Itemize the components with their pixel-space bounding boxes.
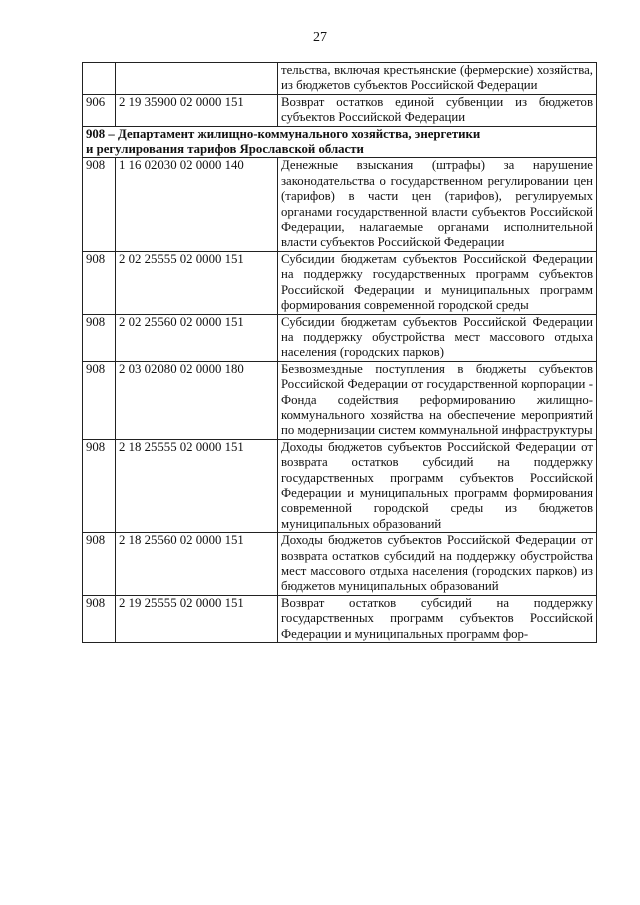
section-header: [83, 126, 597, 158]
revenue-code-cell: 2 19 35900 02 0000 151: [116, 94, 278, 126]
revenue-code-cell: 2 19 25555 02 0000 151: [116, 595, 278, 642]
admin-code-cell: 908: [83, 595, 116, 642]
admin-code-cell: 908: [83, 439, 116, 532]
admin-code-cell: 908: [83, 158, 116, 251]
table-row: [83, 94, 597, 126]
table-row: [83, 595, 597, 642]
revenue-code-cell: 2 18 25560 02 0000 151: [116, 533, 278, 596]
revenue-code-cell: 2 03 02080 02 0000 180: [116, 361, 278, 439]
description-cell: Возврат остатков субсидий на поддержку государственных программ субъектов Российской Федерации и муниципальных программ фор-: [278, 595, 597, 642]
revenue-code-cell: [116, 63, 278, 95]
table-row: [83, 439, 597, 532]
table-row: [83, 314, 597, 361]
revenue-codes-table: [82, 62, 597, 643]
admin-code-cell: 908: [83, 251, 116, 314]
description-cell: Безвозмездные поступления в бюджеты субъектов Российской Федерации от государственной корпорации - Фонда содействия реформированию жилищно-коммунального хозяйства на обеспечение мероприятий по модернизации систем коммунальной инфраструктуры: [278, 361, 597, 439]
admin-code-cell: 908: [83, 314, 116, 361]
admin-code-cell: 908: [83, 533, 116, 596]
description-cell: Денежные взыскания (штрафы) за нарушение законодательства о государственном регулировании цен (тарифов) в части цен (тарифов), регулируемых органами государственной власти субъектов Российской Федерации, налагаемые органами исполнительной власти субъектов Российской Федерации: [278, 158, 597, 251]
table-row: [83, 158, 597, 251]
revenue-code-cell: 1 16 02030 02 0000 140: [116, 158, 278, 251]
section-header-line: 908 – Департамент жилищно-коммунального хозяйства, энергетики: [86, 126, 481, 141]
revenue-code-cell: 2 02 25560 02 0000 151: [116, 314, 278, 361]
description-cell: Субсидии бюджетам субъектов Российской Федерации на поддержку обустройства мест массового отдыха населения (городских парков): [278, 314, 597, 361]
table-row: [83, 251, 597, 314]
page-number: 27: [313, 30, 327, 45]
table-row: [83, 63, 597, 95]
table-row: [83, 533, 597, 596]
revenue-code-cell: 2 18 25555 02 0000 151: [116, 439, 278, 532]
admin-code-cell: [83, 63, 116, 95]
table-row: [83, 361, 597, 439]
description-cell: Доходы бюджетов субъектов Российской Федерации от возврата остатков субсидий на поддержку обустройства мест массового отдыха населения (городских парков) из бюджетов муниципальных образований: [278, 533, 597, 596]
description-cell: тельства, включая крестьянские (фермерские) хозяйства, из бюджетов субъектов Российской Федерации: [278, 63, 597, 95]
section-header-row: [83, 126, 597, 158]
revenue-code-cell: 2 02 25555 02 0000 151: [116, 251, 278, 314]
admin-code-cell: 906: [83, 94, 116, 126]
description-cell: Возврат остатков единой субвенции из бюджетов субъектов Российской Федерации: [278, 94, 597, 126]
description-cell: Доходы бюджетов субъектов Российской Федерации от возврата остатков субсидий на поддержку государственных программ субъектов Российской Федерации и муниципальных программ формирования современной городской среды из бюджетов муниципальных образований: [278, 439, 597, 532]
admin-code-cell: 908: [83, 361, 116, 439]
description-cell: Субсидии бюджетам субъектов Российской Федерации на поддержку государственных программ субъектов Российской Федерации и муниципальных программ формирования современной городской среды: [278, 251, 597, 314]
section-header-line: и регулирования тарифов Ярославской области: [86, 142, 364, 157]
